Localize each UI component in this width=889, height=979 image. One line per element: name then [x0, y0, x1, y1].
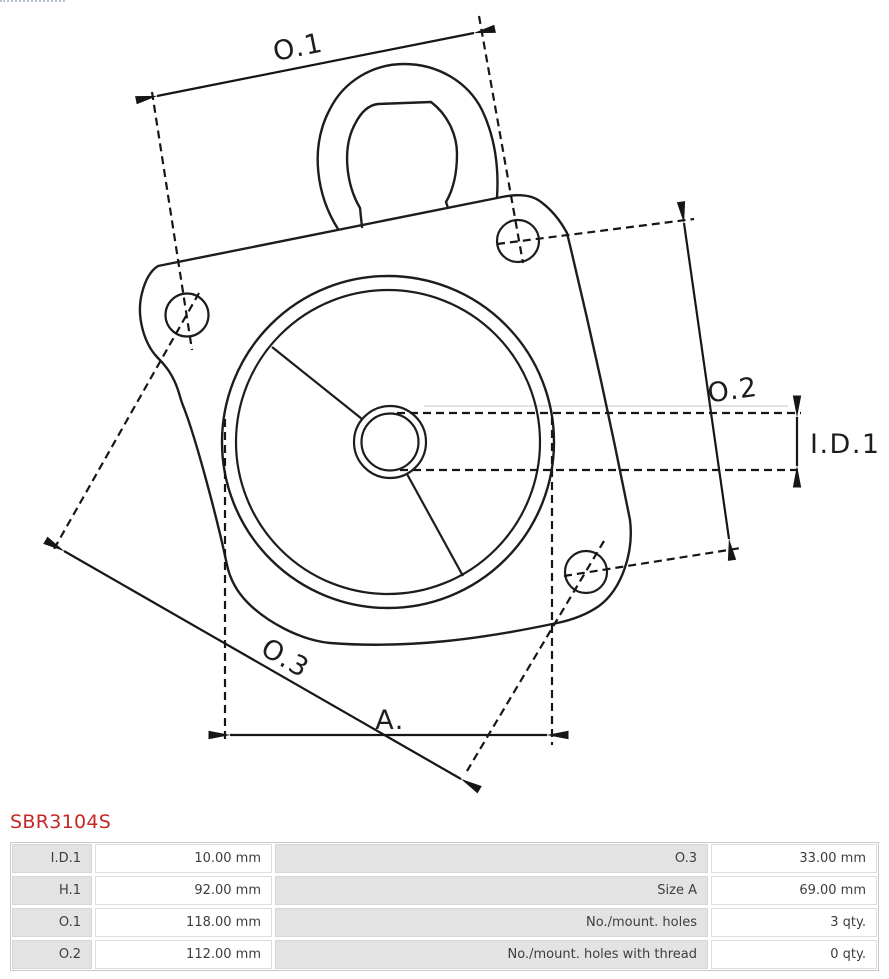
spec-value: 33.00 mm — [711, 844, 877, 873]
sector-line-upper — [272, 347, 362, 419]
ext-o3-left — [54, 293, 199, 549]
plate-outline — [140, 195, 631, 645]
spec-label: I.D.1 — [12, 844, 92, 873]
dim-label-a: A. — [375, 705, 405, 736]
ext-o1-right — [479, 16, 523, 263]
spec-label: H.1 — [12, 876, 92, 905]
spec-value: 69.00 mm — [711, 876, 877, 905]
hub-outer-circle — [354, 406, 426, 478]
dim-label-o1: O.1 — [270, 27, 327, 68]
hub-bore-circle — [362, 414, 419, 471]
dim-label-id1: I.D.1 — [810, 429, 881, 460]
spec-label: Size A — [275, 876, 708, 905]
spec-label: No./mount. holes with thread — [275, 940, 708, 969]
dim-label-o2: O.2 — [705, 371, 760, 410]
spec-value: 92.00 mm — [95, 876, 272, 905]
bore-outer-circle — [222, 276, 554, 608]
spec-value: 118.00 mm — [95, 908, 272, 937]
spec-label: O.1 — [12, 908, 92, 937]
mounting-hole-bottom-right — [565, 551, 607, 593]
extension-lines — [54, 16, 801, 771]
spec-label: No./mount. holes — [275, 908, 708, 937]
spec-label: O.3 — [275, 844, 708, 873]
dim-line-o3 — [64, 551, 461, 779]
spec-label: O.2 — [12, 940, 92, 969]
part-number-link[interactable]: SBR3104S — [10, 811, 112, 833]
spec-table — [10, 842, 879, 971]
sector-line-lower — [407, 474, 463, 576]
spec-value: 0 qty. — [711, 940, 877, 969]
spec-value: 3 qty. — [711, 908, 877, 937]
dim-label-o3: O.3 — [255, 632, 315, 685]
ext-o1-left — [152, 92, 192, 350]
bore-inner-circle — [236, 290, 540, 594]
spec-value: 10.00 mm — [95, 844, 272, 873]
spec-value: 112.00 mm — [95, 940, 272, 969]
